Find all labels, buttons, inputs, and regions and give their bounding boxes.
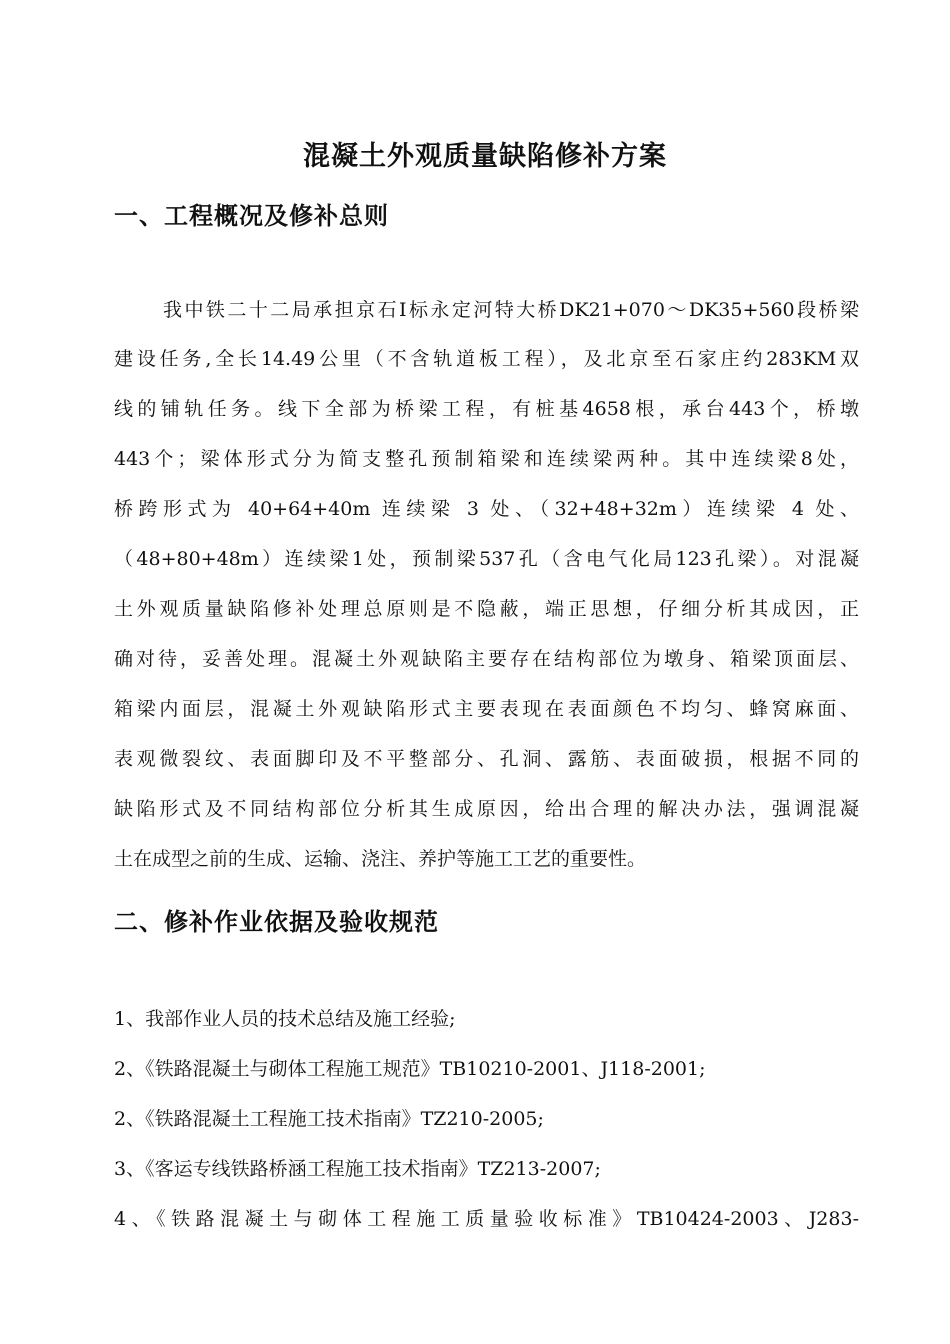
document-title: 混凝土外观质量缺陷修补方案 (303, 141, 667, 172)
paragraph-line: 443个；梁体形式分为简支整孔预制箱梁和连续梁两种。其中连续梁8处， (114, 448, 859, 470)
list-item: 2、《铁路混凝土与砌体工程施工规范》TB10210-2001、J118-2001; (114, 1058, 706, 1080)
paragraph-line: 确对待，妥善处理。混凝土外观缺陷主要存在结构部位为墩身、箱梁顶面层、 (114, 648, 859, 670)
list-item: 3、《客运专线铁路桥涵工程施工技术指南》TZ213-2007; (114, 1158, 601, 1180)
paragraph-line: 箱梁内面层，混凝土外观缺陷形式主要表现在表面颜色不均匀、蜂窝麻面、 (114, 698, 859, 720)
paragraph-line: 缺陷形式及不同结构部位分析其生成原因，给出合理的解决办法，强调混凝 (114, 798, 859, 820)
list-item: 4、《铁路混凝土与砌体工程施工质量验收标准》TB10424-2003、J283- (114, 1208, 859, 1230)
paragraph-line: 桥跨形式为 40+64+40m 连续梁 3 处、（32+48+32m）连续梁 4 处、 (114, 498, 859, 520)
section-heading-overview: 一、工程概况及修补总则 (114, 202, 389, 230)
list-item: 1、我部作业人员的技术总结及施工经验; (114, 1008, 456, 1030)
paragraph-line: 表观微裂纹、表面脚印及不平整部分、孔洞、露筋、表面破损，根据不同的 (114, 748, 859, 770)
section-heading-standards: 二、修补作业依据及验收规范 (114, 908, 439, 936)
paragraph-line: 我中铁二十二局承担京石Ⅰ标永定河特大桥DK21+070～DK35+560段桥梁 (163, 299, 859, 321)
list-item: 2、《铁路混凝土工程施工技术指南》TZ210-2005; (114, 1108, 544, 1130)
paragraph-line: 土外观质量缺陷修补处理总原则是不隐蔽，端正思想，仔细分析其成因，正 (114, 598, 859, 620)
paragraph-line: 线的铺轨任务。线下全部为桥梁工程，有桩基4658根，承台443个，桥墩 (114, 398, 859, 420)
paragraph-line: 建设任务,全长14.49公里（不含轨道板工程），及北京至石家庄约283KM双 (114, 348, 859, 370)
paragraph-line: 土在成型之前的生成、运输、浇注、养护等施工工艺的重要性。 (114, 848, 647, 870)
paragraph-line: （48+80+48m）连续梁1处，预制梁537孔（含电气化局123孔梁）。对混凝 (114, 548, 859, 570)
